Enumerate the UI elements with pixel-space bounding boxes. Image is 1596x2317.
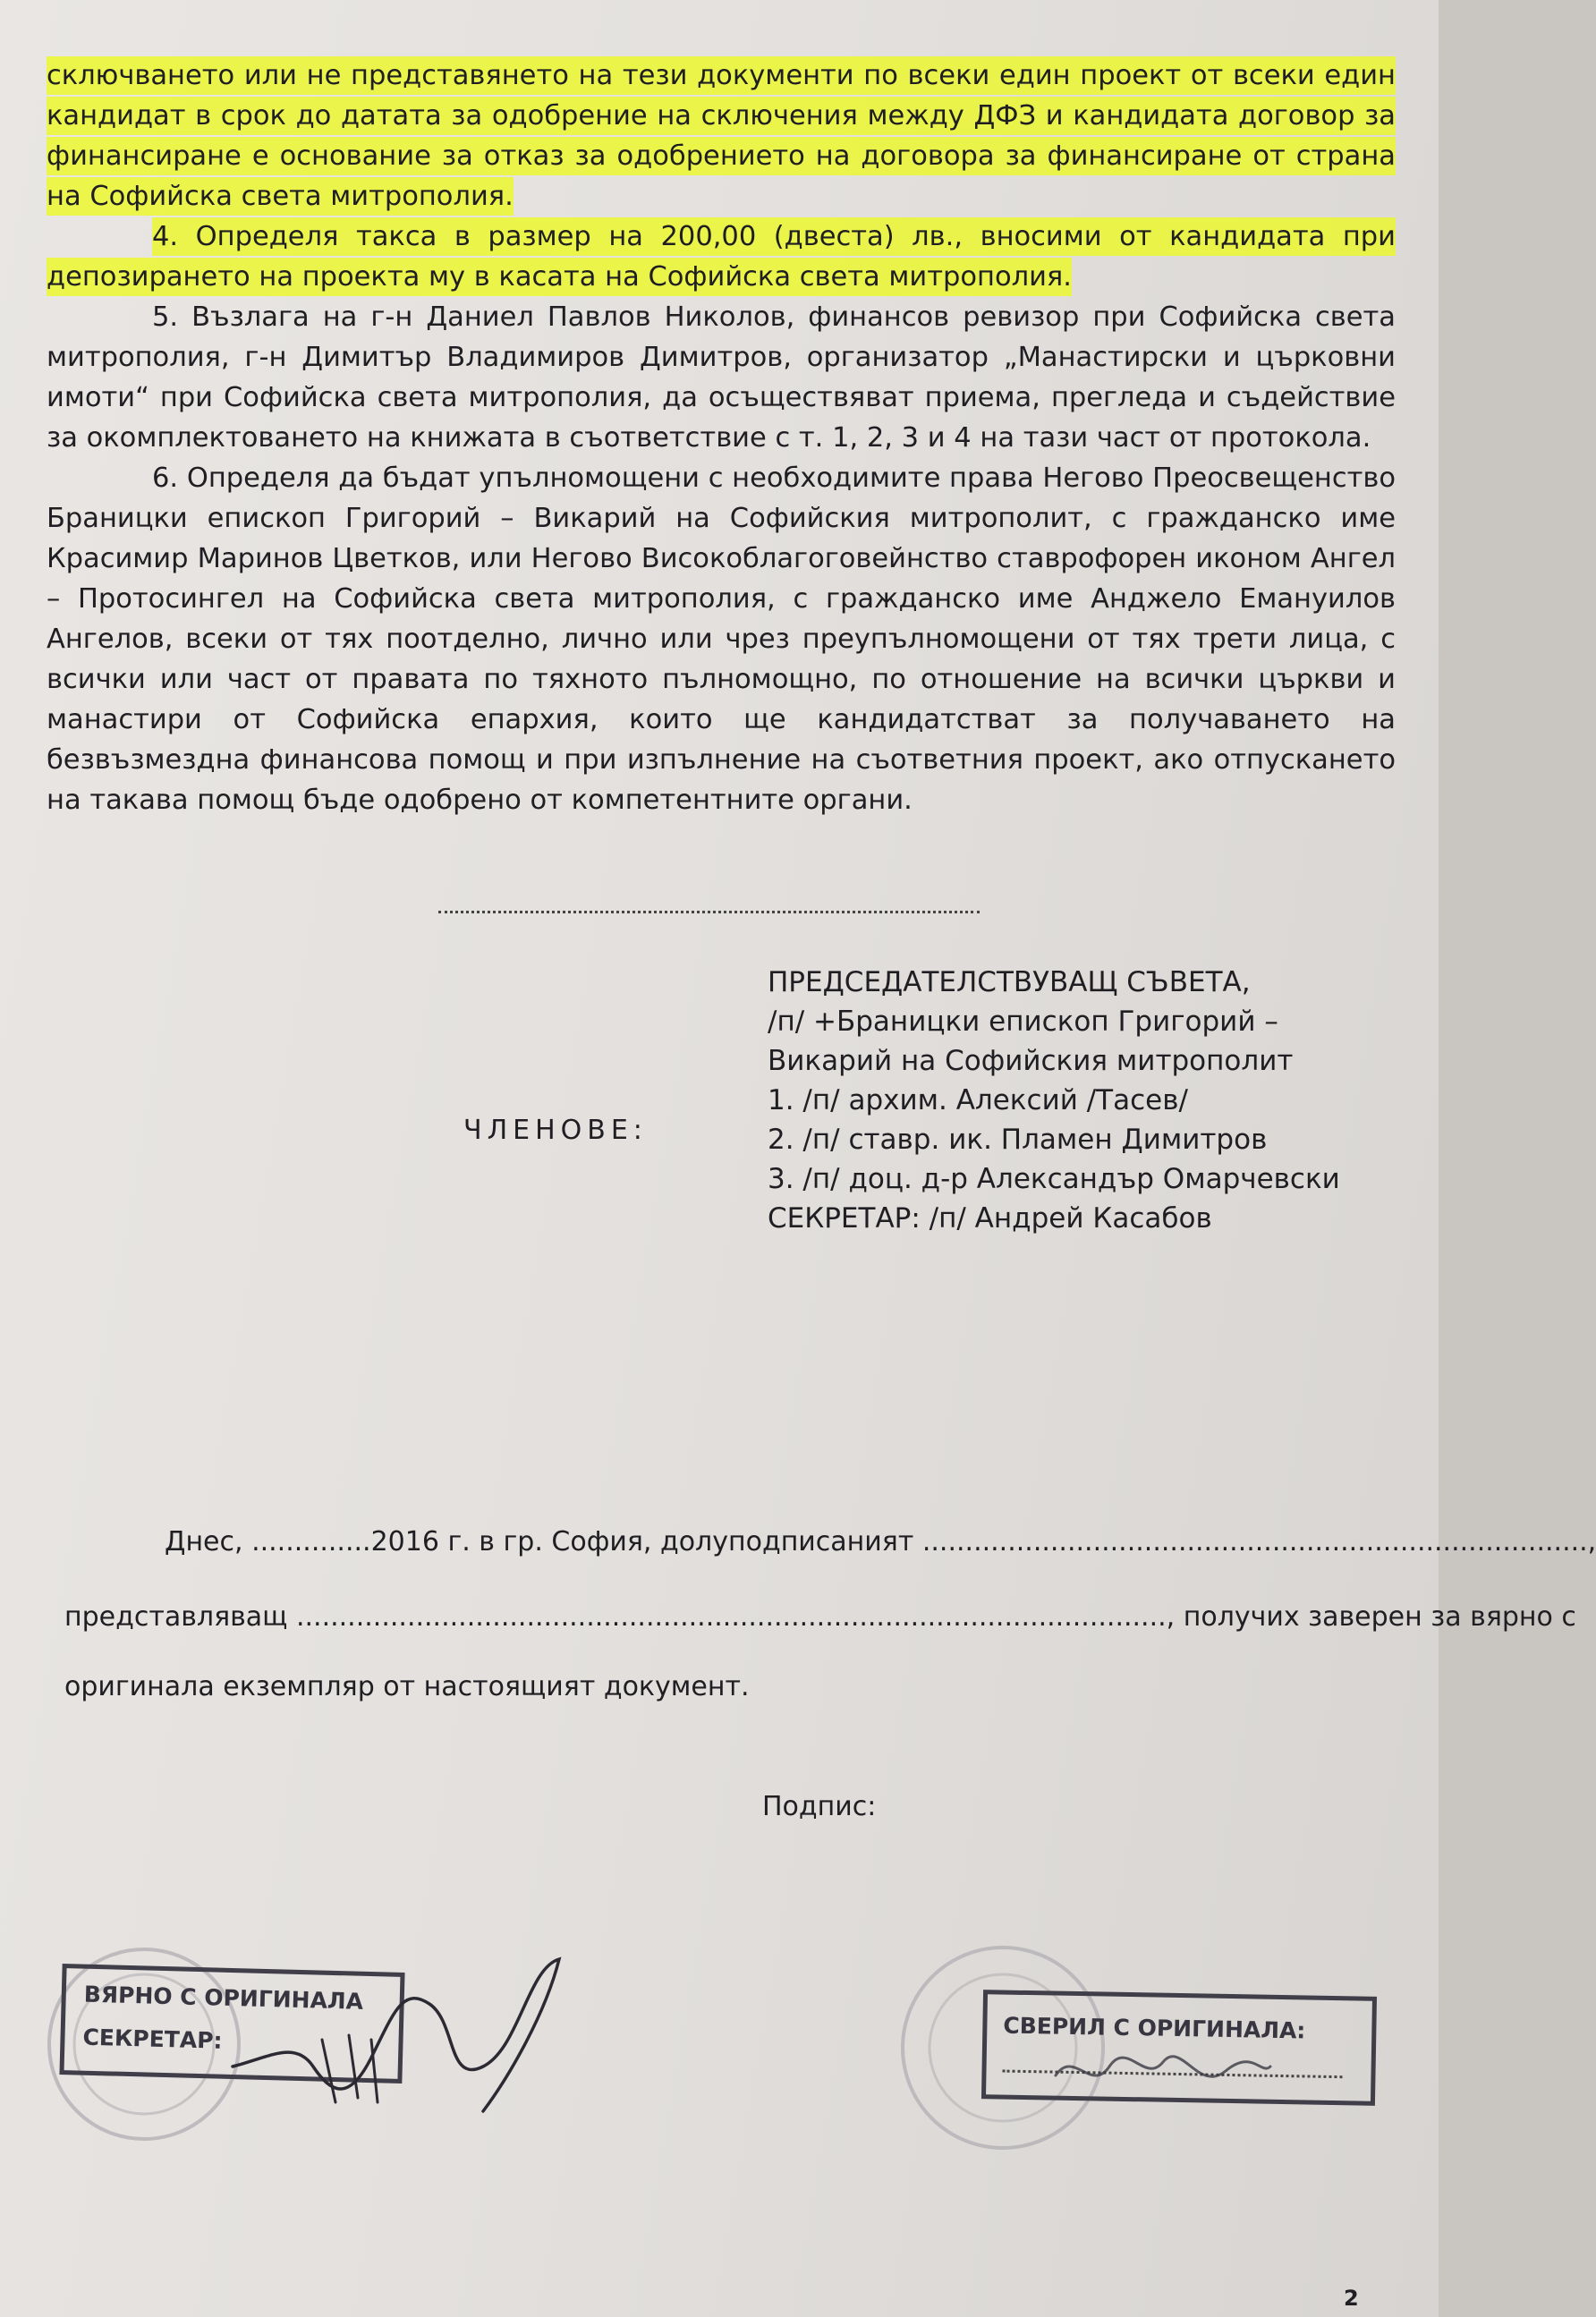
signature-label: Подпис:	[762, 1791, 877, 1822]
member-3: 3. /п/ доц. д-р Александър Омарчевски	[768, 1163, 1340, 1195]
highlighted-text: сключването или не представянето на тези документи по всеки един проект от всеки един кандидат в срок до датата за одобрение на сключения между ДФЗ и кандидата договор за финансиране е основание за отказ за одобрението на договора за финансиране от страна на Софийска света митрополия.	[47, 56, 1396, 216]
stamp-text: ВЯРНО С ОРИГИНАЛА	[83, 1981, 364, 2015]
stamp-text: СВЕРИЛ С ОРИГИНАЛА:	[1003, 2012, 1306, 2044]
paragraph-6: 6. Определя да бъдат упълномощени с необходимите права Негово Преосвещенство Браницки епископ Григорий – Викарий на Софийския митрополит, с гражданско име Красимир Маринов Цветков, или Негово Високоблагоговейнство ставрофорен иконом Ангел – Протосингел на Софийска света митрополия, с гражданско име Анджело Емануилов Ангелов, всеки от тях поотделно, лично или чрез преупълномощени от тях трети лица, с всички или част от правата по тяхното пълномощно, по отношение на всички църкви и манастири от Софийска епархия, които ще кандидатстват за получаването на безвъзмездна финансова помощ и при изпълнение на съответния проект, ако отпускането на такава помощ бъде одобрено от компетентните органи.	[47, 463, 1396, 816]
handwritten-initials-icon	[1047, 2031, 1279, 2111]
attestation-line-3: оригинала екземпляр от настоящият документ.	[64, 1671, 750, 1702]
paragraph-conditions	[47, 55, 1396, 216]
members-label: ЧЛЕНОВЕ:	[463, 1115, 648, 1146]
member-1: 1. /п/ архим. Алексий /Тасев/	[768, 1084, 1188, 1116]
signature-block	[768, 963, 1340, 1238]
chair-name: /п/ +Браницки епископ Григорий –	[768, 1006, 1278, 1038]
attestation-line-1: Днес, ..............2016 г. в гр. София, долуподписаният ..............................................................................,	[165, 1526, 1596, 1557]
page-number: 2	[1344, 2286, 1359, 2311]
highlighted-text: 4. Определя такса в размер на 200,00 (двеста) лв., вносими от кандидата при депозирането на проекта му в касата на Софийска света митрополия.	[47, 217, 1396, 296]
chair-role: Викарий на Софийския митрополит	[768, 1045, 1294, 1077]
paragraph-5: 5. Възлага на г-н Даниел Павлов Николов, финансов ревизор при Софийска света митрополия, г-н Димитър Владимиров Димитров, организатор „Манастирски и църковни имоти“ при Софийска света митрополия, да осъществяват приема, прегледа и съдействие за окомплектоването на книжата в съответствие с т. 1, 2, 3 и 4 на тази част от протокола.	[47, 301, 1396, 454]
attestation-line-2: представляващ ......................................................................................................, получих заверен за вярно с	[64, 1601, 1576, 1633]
stamp-text: СЕКРЕТАР:	[82, 2024, 223, 2054]
paragraph-4-fee	[47, 216, 1396, 297]
handwritten-signature-icon	[215, 1932, 573, 2147]
document-body	[47, 55, 1396, 820]
chair-title: ПРЕДСЕДАТЕЛСТВУВАЩ СЪВЕТА,	[768, 966, 1251, 998]
dotted-separator	[438, 911, 980, 913]
secretary: СЕКРЕТАР: /п/ Андрей Касабов	[768, 1202, 1212, 1235]
member-2: 2. /п/ ставр. ик. Пламен Димитров	[768, 1124, 1268, 1156]
